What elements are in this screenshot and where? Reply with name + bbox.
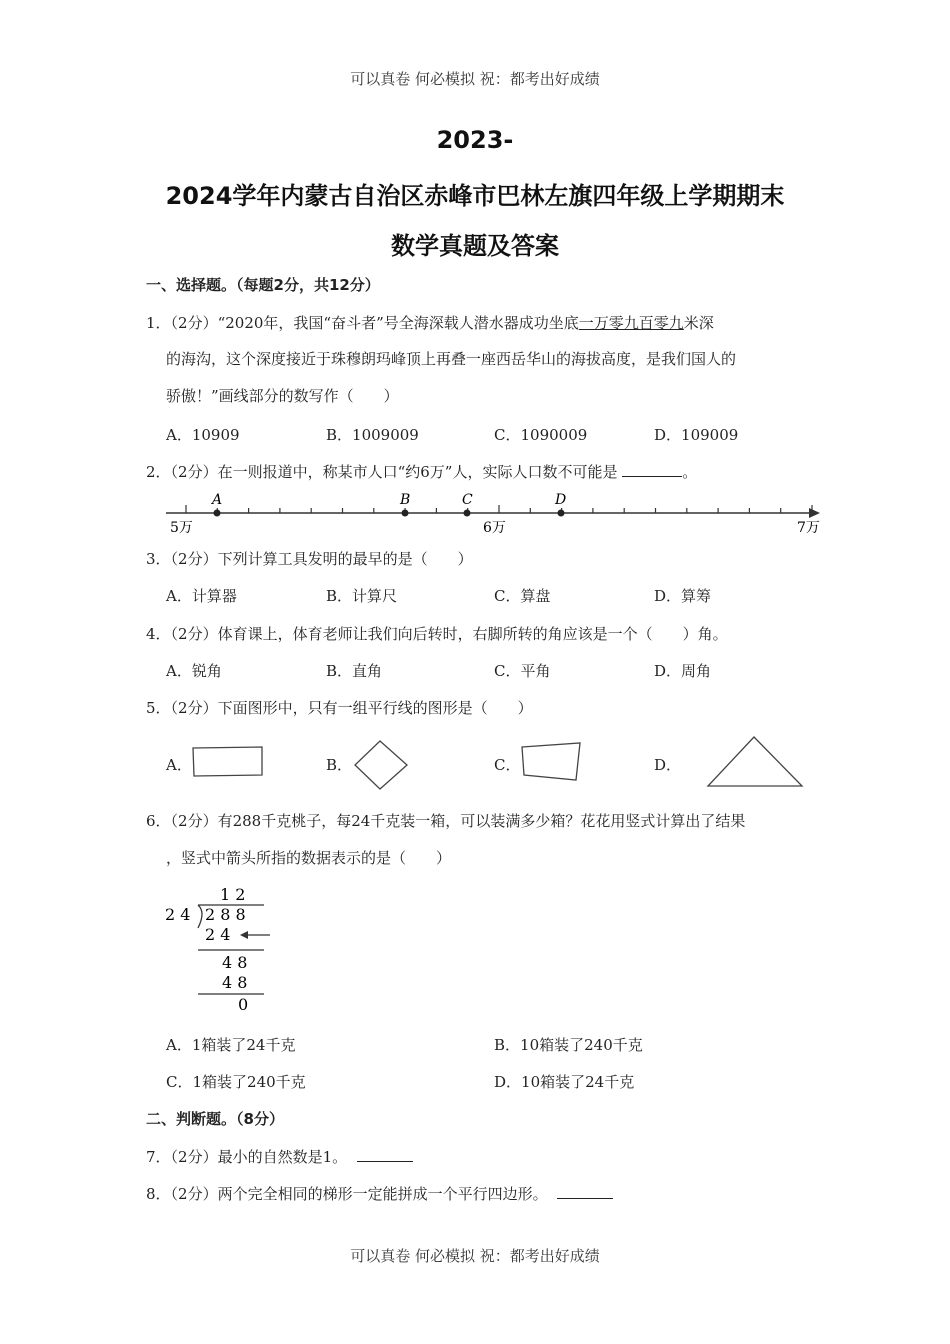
- question-1: [146, 312, 714, 333]
- answer-blank[interactable]: [357, 1147, 413, 1162]
- question-score: （2分）: [170, 550, 218, 568]
- trapezoid-shape-icon: [518, 741, 584, 783]
- section-heading-judgement: 二、判断题。（8分）: [146, 1110, 284, 1128]
- q5-option-b[interactable]: B．: [326, 756, 353, 774]
- q5-option-a[interactable]: A．: [166, 756, 192, 774]
- number-line-arrow-icon: [809, 508, 820, 518]
- point-label-c: C: [462, 492, 473, 508]
- section-heading-choice: 一、选择题。（每题2分，共12分）: [146, 276, 380, 294]
- q1-option-b[interactable]: B．1009009: [326, 426, 419, 444]
- question-number: 8．: [146, 1185, 171, 1203]
- point-label-b: B: [400, 492, 411, 508]
- q3-option-c[interactable]: C．算盘: [494, 587, 551, 605]
- q1-option-d[interactable]: D．109009: [654, 426, 739, 444]
- title-line-1: 2023-: [436, 126, 514, 154]
- question-text: 两个完全相同的梯形一定能拼成一个平行四边形。: [217, 1185, 548, 1203]
- q1-option-a[interactable]: A．10909: [166, 426, 240, 444]
- question-number: 6．: [146, 812, 171, 830]
- tick-label-6wan: 6万: [483, 520, 506, 536]
- division-bracket: [198, 905, 202, 928]
- q1-option-c[interactable]: C．1090009: [494, 426, 588, 444]
- tick-label-7wan: 7万: [797, 520, 820, 536]
- question-number: 2．: [146, 463, 171, 481]
- number-line-point-c: [464, 510, 471, 517]
- question-text: 体育课上，体育老师让我们向后转时，右脚所转的角应该是一个（ ）角。: [217, 625, 728, 643]
- arrow-head-icon: [240, 931, 248, 939]
- answer-blank[interactable]: [557, 1184, 613, 1199]
- question-1-line-3: 骄傲！”画线部分的数写作（ ）: [166, 387, 399, 405]
- question-score: （2分）: [170, 625, 218, 643]
- division-divisor: 2 4: [165, 905, 191, 924]
- question-text: 下列计算工具发明的最早的是（ ）: [217, 550, 473, 568]
- title-line-2: 2024学年内蒙古自治区赤峰市巴林左旗四年级上学期期末: [165, 182, 785, 210]
- division-remainder: 0: [238, 995, 249, 1014]
- question-number: 3．: [146, 550, 171, 568]
- question-4: [146, 623, 728, 644]
- question-8: [146, 1183, 613, 1204]
- question-score: （2分）: [170, 699, 218, 717]
- rectangle-shape-icon: [190, 745, 266, 779]
- question-number: 5．: [146, 699, 171, 717]
- question-2: [146, 461, 697, 482]
- long-division-figure: [160, 882, 280, 1014]
- point-label-d: D: [555, 492, 567, 508]
- question-7: [146, 1146, 413, 1167]
- question-score: （2分）: [170, 1148, 218, 1166]
- question-number: 7．: [146, 1148, 171, 1166]
- q3-option-a[interactable]: A．计算器: [166, 587, 237, 605]
- tick-label-5wan: 5万: [170, 520, 193, 536]
- q6-option-c[interactable]: C．1箱装了240千克: [166, 1073, 306, 1091]
- division-step-1: 2 4: [205, 925, 231, 944]
- triangle-shape-icon: [704, 734, 806, 790]
- number-line-figure: [160, 488, 830, 540]
- question-text: 下面图形中，只有一组平行线的图形是（ ）: [217, 699, 533, 717]
- division-step-2: 4 8: [222, 953, 248, 972]
- question-score: （2分）: [170, 812, 218, 830]
- question-score: （2分）: [170, 463, 218, 481]
- division-quotient: 1 2: [220, 885, 246, 904]
- page-footer-note: 可以真卷 何必模拟 祝：都考出好成绩: [350, 1247, 600, 1265]
- number-line-point-a: [214, 510, 221, 517]
- number-line-point-d: [558, 510, 565, 517]
- answer-blank[interactable]: [622, 462, 682, 477]
- q3-option-b[interactable]: B．计算尺: [326, 587, 398, 605]
- question-score: （2分）: [170, 1185, 218, 1203]
- page-header-note: 可以真卷 何必模拟 祝：都考出好成绩: [350, 70, 600, 88]
- q6-option-d[interactable]: D．10箱装了24千克: [494, 1073, 635, 1091]
- number-line-ticks: [186, 505, 812, 513]
- q4-option-c[interactable]: C．平角: [494, 662, 551, 680]
- q5-option-d[interactable]: D．: [654, 756, 682, 774]
- rhombus-shape-icon: [350, 738, 412, 792]
- point-label-a: A: [212, 492, 223, 508]
- question-text: 米深: [683, 314, 714, 332]
- division-step-3: 4 8: [222, 973, 248, 992]
- q6-option-a[interactable]: A．1箱装了24千克: [166, 1036, 296, 1054]
- q4-option-d[interactable]: D．周角: [654, 662, 712, 680]
- question-text: 最小的自然数是1。: [217, 1148, 348, 1166]
- q3-option-d[interactable]: D．算筹: [654, 587, 712, 605]
- question-text: 在一则报道中，称某市人口“约6万”人，实际人口数不可能是: [217, 463, 618, 481]
- question-score: （2分）: [170, 314, 218, 332]
- number-line-point-b: [402, 510, 409, 517]
- question-6-line-2: ，竖式中箭头所指的数据表示的是（ ）: [166, 849, 452, 867]
- q6-option-b[interactable]: B．10箱装了240千克: [494, 1036, 643, 1054]
- q4-option-a[interactable]: A．锐角: [166, 662, 222, 680]
- underlined-number-words: 一万零九百零九: [578, 314, 684, 332]
- title-line-3: 数学真题及答案: [391, 232, 559, 260]
- question-3: [146, 548, 473, 569]
- question-6: [146, 810, 745, 831]
- question-5: [146, 697, 533, 718]
- division-dividend: 2 8 8: [205, 905, 246, 924]
- question-text: “2020年，我国“奋斗者”号全海深载人潜水器成功坐底: [217, 314, 579, 332]
- question-end-mark: 。: [682, 463, 698, 481]
- question-text: 有288千克桃子，每24千克装一箱，可以装满多少箱？花花用竖式计算出了结果: [217, 812, 746, 830]
- q4-option-b[interactable]: B．直角: [326, 662, 383, 680]
- question-number: 1．: [146, 314, 171, 332]
- question-1-line-2: 的海沟，这个深度接近于珠穆朗玛峰顶上再叠一座西岳华山的海拔高度，是我们国人的: [166, 350, 737, 368]
- q5-option-c[interactable]: C．: [494, 756, 521, 774]
- question-number: 4．: [146, 625, 171, 643]
